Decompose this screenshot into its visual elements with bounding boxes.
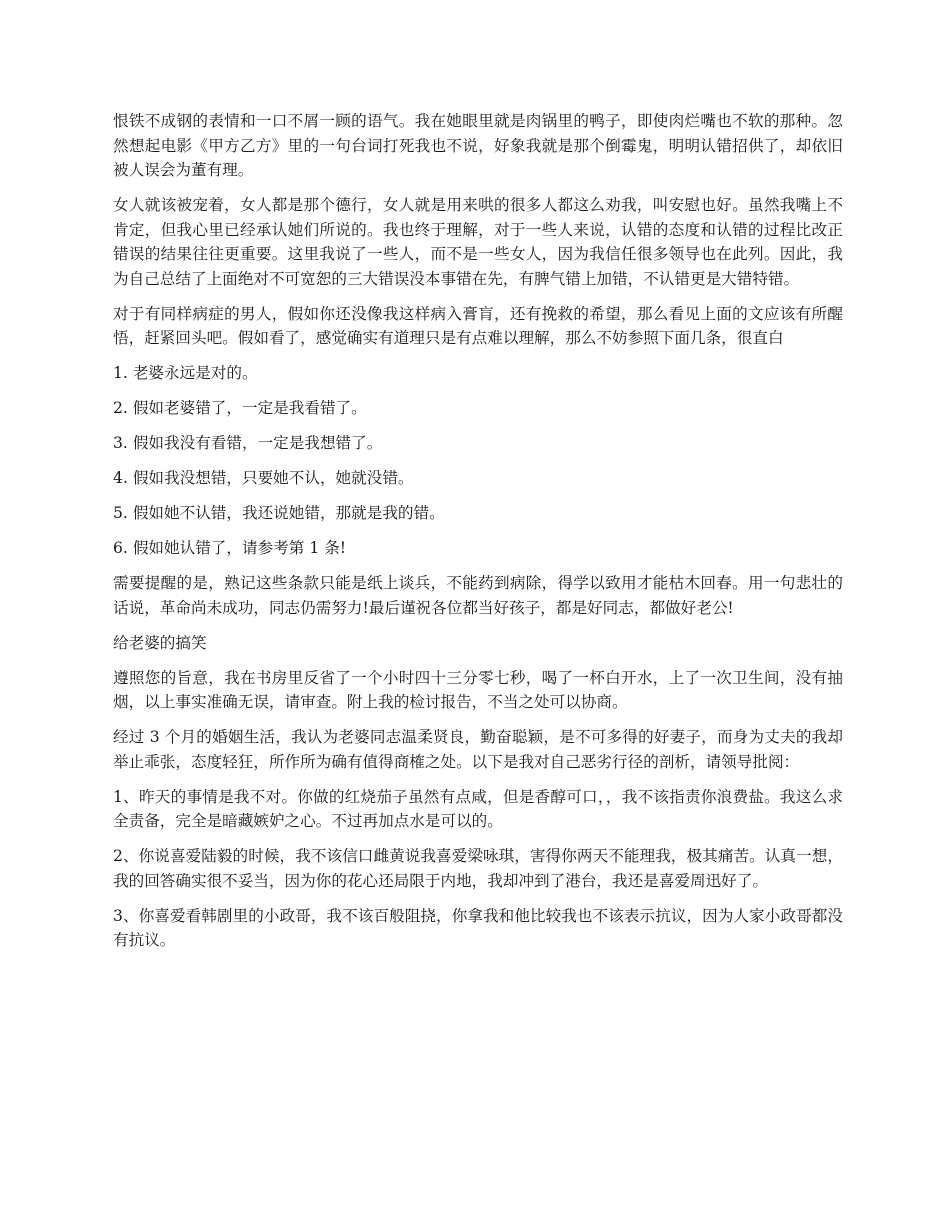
- paragraph-report-intro: 遵照您的旨意，我在书房里反省了一个小时四十三分零七秒，喝了一杯白开水，上了一次卫生间，没有抽烟，以上事实准确无误，请审查。附上我的检讨报告，不当之处可以协商。: [113, 668, 843, 711]
- document-body: [113, 109, 843, 963]
- paragraph-reminder: 需要提醒的是，熟记这些条款只能是纸上谈兵，不能药到病除，得学以致用才能枯木回春。用一句悲壮的话说，革命尚未成功，同志仍需努力!最后谨祝各位都当好孩子，都是好同志，都做好老公!: [113, 574, 843, 617]
- confession-item-1: 1、昨天的事情是我不对。你做的红烧茄子虽然有点咸，但是香醇可口，，我不该指责你浪费盐。我这么求全责备，完全是暗藏嫉妒之心。不过再加点水是可以的。: [113, 787, 843, 830]
- paragraph-report-body: 经过 3 个月的婚姻生活，我认为老婆同志温柔贤良，勤奋聪颖，是不可多得的好妻子，而身为丈夫的我却举止乖张，态度轻狂，所作所为确有值得商榷之处。以下是我对自己恶劣行径的剖析，请领导批阅：: [113, 728, 843, 771]
- rule-item-1: 1. 老婆永远是对的。: [113, 364, 258, 382]
- section-heading: 给老婆的搞笑: [113, 633, 207, 652]
- rule-item-5: 5. 假如她不认错，我还说她错，那就是我的错。: [113, 504, 445, 522]
- paragraph-intro-2: 女人就该被宠着，女人都是那个德行，女人就是用来哄的很多人都这么劝我，叫安慰也好。虽然我嘴上不肯定，但我心里已经承认她们所说的。我也终于理解，对于一些人来说，认错的态度和认错的过程比改正错误的结果往往更重要。这里我说了一些人，而不是一些女人，因为我信任很多领导也在此列。因此，我为自己总结了上面绝对不可宽恕的三大错误没本事错在先，有脾气错上加错，不认错更是大错特错。: [113, 196, 843, 288]
- rule-item-4: 4. 假如我没想错，只要她不认，她就没错。: [113, 469, 414, 487]
- paragraph-intro-3: 对于有同样病症的男人，假如你还没像我这样病入膏肓，还有挽救的希望，那么看见上面的文应该有所醒悟，赶紧回头吧。假如看了，感觉确实有道理只是有点难以理解，那么不妨参照下面几条，很直白: [113, 304, 843, 347]
- rule-item-6: 6. 假如她认错了，请参考第 1 条!: [113, 539, 347, 557]
- confession-item-2: 2、你说喜爱陆毅的时候，我不该信口雌黄说我喜爱梁咏琪，害得你两天不能理我，极其痛苦。认真一想，我的回答确实很不妥当，因为你的花心还局限于内地，我却冲到了港台，我还是喜爱周迅好了。: [113, 847, 843, 890]
- rule-item-3: 3. 假如我没有看错，一定是我想错了。: [113, 434, 383, 452]
- rule-item-2: 2. 假如老婆错了，一定是我看错了。: [113, 399, 367, 417]
- paragraph-intro-1: 恨铁不成钢的表情和一口不屑一顾的语气。我在她眼里就是肉锅里的鸭子，即使肉烂嘴也不软的那种。忽然想起电影《甲方乙方》里的一句台词打死我也不说，好象我就是那个倒霉鬼，明明认错招供了，却依旧被人误会为董有理。: [113, 112, 843, 179]
- confession-item-3: 3、你喜爱看韩剧里的小政哥，我不该百般阻挠，你拿我和他比较我也不该表示抗议，因为人家小政哥都没有抗议。: [113, 906, 843, 949]
